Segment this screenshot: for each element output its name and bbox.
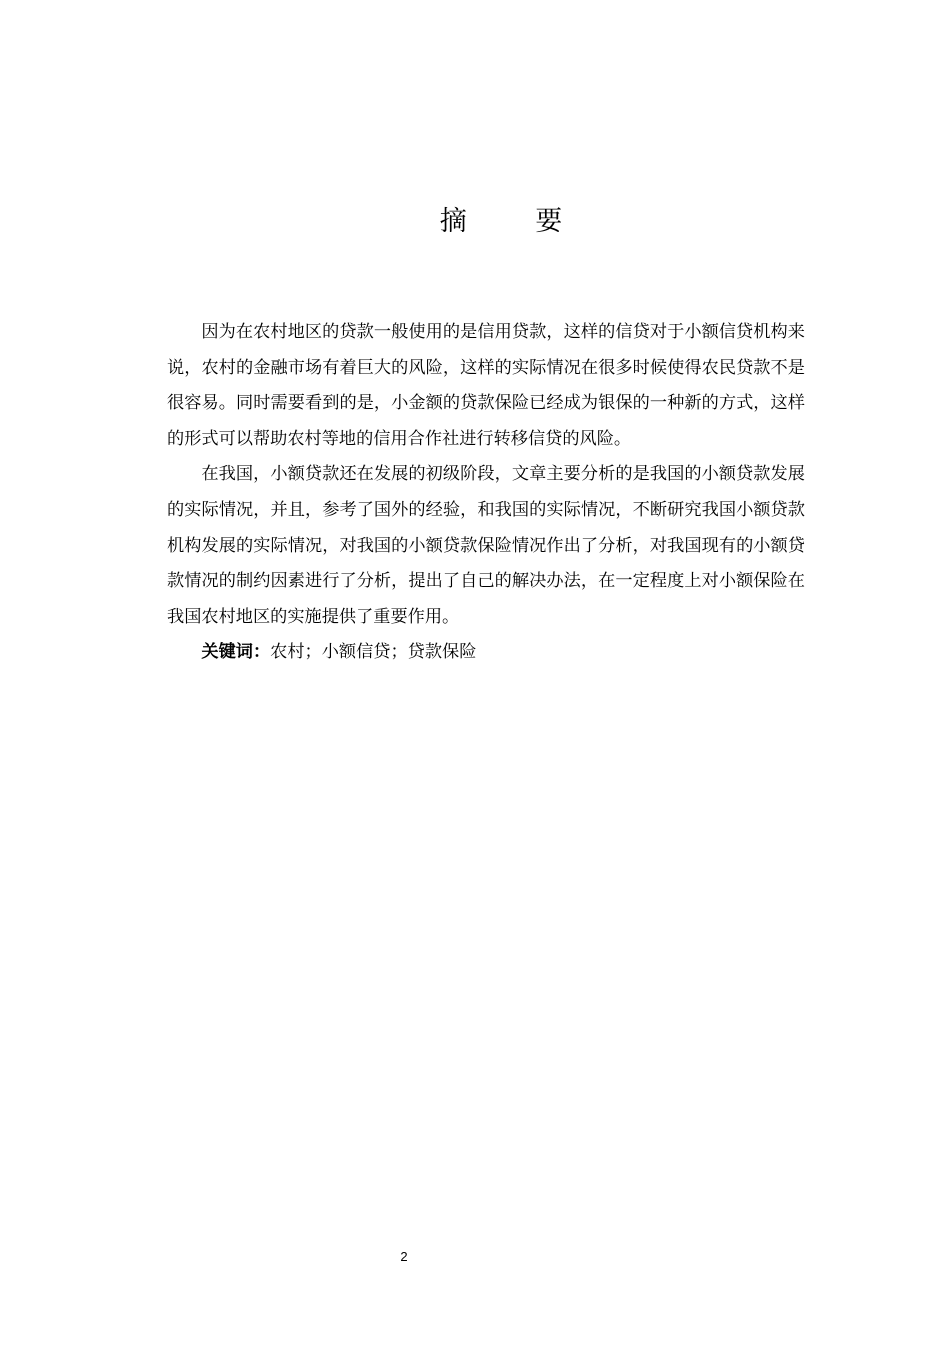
abstract-paragraph-2: 在我国，小额贷款还在发展的初级阶段，文章主要分析的是我国的小额贷款发展的实际情况，并且，参考了国外的经验，和我国的实际情况，不断研究我国小额贷款机构发展的实际情况，对我国的小额贷款保险情况作出了分析，对我国现有的小额贷款情况的制约因素进行了分析，提出了自己的解决办法，在一定程度上对小额保险在我国农村地区的实施提供了重要作用。: [167, 464, 805, 627]
abstract-paragraph-1: 因为在农村地区的贷款一般使用的是信用贷款，这样的信贷对于小额信贷机构来说，农村的金融市场有着巨大的风险，这样的实际情况在很多时候使得农民贷款不是很容易。同时需要看到的是，小金额的贷款保险已经成为银保的一种新的方式，这样的形式可以帮助农村等地的信用合作社进行转移信贷的风险。: [167, 322, 805, 449]
keywords-label: 关键词：: [201, 642, 271, 663]
abstract-body: [167, 315, 805, 671]
keywords-line: [167, 635, 805, 671]
abstract-title: 摘 要: [439, 206, 593, 237]
keywords-value: 农村；小额信贷；贷款保险: [270, 642, 477, 663]
page-number: 2: [400, 1249, 408, 1264]
